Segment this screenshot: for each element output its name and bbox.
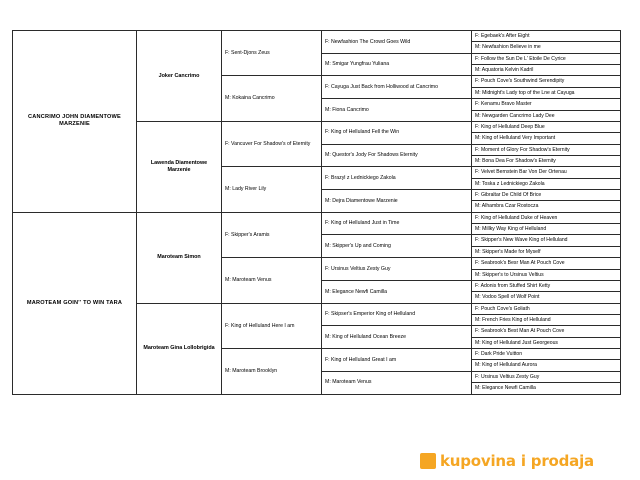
gen2-cell: Maroteam Gina Lollobrigida: [137, 303, 222, 394]
gen5-cell: M: Midnight's Lady top of the Lne at Cayuga: [472, 87, 621, 98]
gen5-cell: F: Ursinus Veltius Zesty Guy: [472, 371, 621, 382]
gen4-cell: M: Questor's Jody For Shadows Eternity: [322, 144, 472, 167]
gen5-cell: M: Skipper's Made for Myself: [472, 246, 621, 257]
gen4-cell: F: King of Helluland Fell the Win: [322, 121, 472, 144]
gen4-cell: F: Skipser's Emperior King of Helluland: [322, 303, 472, 326]
watermark-badge-icon: [420, 453, 436, 469]
pedigree-body: [13, 31, 621, 395]
gen5-cell: M: Newgarden Cancrimo Lady Dee: [472, 110, 621, 121]
gen4-cell: M: King of Helluland Ocean Breeze: [322, 326, 472, 349]
gen4-cell: F: Cayuga Just Back from Holliwood at Cancrimo: [322, 76, 472, 99]
gen2-cell: Maroteam Simon: [137, 212, 222, 303]
gen5-cell: F: Pouch Cove's Goliath: [472, 303, 621, 314]
gen4-cell: M: Dejra Diamentowe Marzenie: [322, 190, 472, 213]
gen5-cell: F: Gibraltar De Child Of Brice: [472, 190, 621, 201]
pedigree-table: [12, 30, 621, 395]
gen3-cell: F: Sent-Djons Zeus: [222, 31, 322, 76]
gen4-cell: F: King of Helluland Great I am: [322, 349, 472, 372]
gen3-cell: M: Kokaina Cancrimo: [222, 76, 322, 121]
gen4-cell: M: Maroteam Venus: [322, 371, 472, 394]
watermark-text: kupovina i prodaja: [440, 452, 594, 470]
gen3-cell: M: Maroteam Venus: [222, 258, 322, 303]
gen5-cell: F: Seabrook's Besr Man At Pouch Cove: [472, 258, 621, 269]
table-row: [13, 212, 621, 223]
gen5-cell: F: King of Helluland Deep Blue: [472, 121, 621, 132]
gen5-cell: F: King of Helluland Duke of Heaven: [472, 212, 621, 223]
gen5-cell: M: Aquatoria Kelvin Kadril: [472, 65, 621, 76]
gen2-cell: Lawenda Diamentowe Marzenie: [137, 121, 222, 212]
gen5-cell: M: French Fries King of Helluland: [472, 314, 621, 325]
gen3-cell: F: Vancuver For Shadow's of Eternity: [222, 121, 322, 166]
gen5-cell: M: Millky Way King of Helluland: [472, 224, 621, 235]
gen1-cell: MAROTEAM GOIN'' TO WIN TARA: [13, 212, 137, 394]
gen5-cell: F: Velvet Bernstein Bar Von Der Ortenau: [472, 167, 621, 178]
gen4-cell: M: Smigar Yungfrau Yuliana: [322, 53, 472, 76]
gen4-cell: F: King of Helluland Just in Time: [322, 212, 472, 235]
gen5-cell: M: Toska z Lednickiego Zakola: [472, 178, 621, 189]
gen3-cell: M: Lady River Lily: [222, 167, 322, 212]
gen3-cell: F: King of Helluland Here I am: [222, 303, 322, 348]
gen5-cell: M: King of Helluland Aurora: [472, 360, 621, 371]
gen5-cell: M: Vodoo Spell of Wolf Point: [472, 292, 621, 303]
gen5-cell: F: Pouch Cove's Southwind Serendipity: [472, 76, 621, 87]
gen5-cell: F: Follow the Sun De L' Etoile De Cyrice: [472, 53, 621, 64]
gen3-cell: M: Maroteam Brooklyn: [222, 349, 322, 394]
gen2-cell: Joker Cancrimo: [137, 31, 222, 122]
gen4-cell: F: Ursinus Veltius Zesty Guy: [322, 258, 472, 281]
gen5-cell: M: King of Helluland Very Important: [472, 133, 621, 144]
gen5-cell: M: Skipper's to Ursinus Veltius: [472, 269, 621, 280]
gen5-cell: M: Newfashion Believe in me: [472, 42, 621, 53]
gen5-cell: M: Elegance Newfi Camilla: [472, 383, 621, 394]
gen4-cell: F: Brazyl z Lednickiego Zakola: [322, 167, 472, 190]
gen5-cell: F: Dark Pride Vuitton: [472, 349, 621, 360]
gen5-cell: F: Moment of Glory For Shadow's Eternity: [472, 144, 621, 155]
gen4-cell: M: Fiona Cancrimo: [322, 99, 472, 122]
gen1-cell: CANCRIMO JOHN DIAMENTOWE MARZENIE: [13, 31, 137, 213]
gen4-cell: M: Elegance Newfi Camilla: [322, 280, 472, 303]
gen4-cell: F: Newfashion The Crowd Goes Wild: [322, 31, 472, 54]
gen5-cell: F: Egebaek's After Eight: [472, 31, 621, 42]
gen5-cell: M: Bona Dea For Shadow's Eternity: [472, 155, 621, 166]
gen5-cell: F: Seabrook's Best Man At Pouch Cove: [472, 326, 621, 337]
gen5-cell: F: Adonis from Stuffed Shirt Ketty: [472, 280, 621, 291]
gen5-cell: M: Alhambra Czar Rostocza: [472, 201, 621, 212]
gen5-cell: M: King of Helluland Just Georgeous: [472, 337, 621, 348]
gen4-cell: M: Skipper's Up and Coming: [322, 235, 472, 258]
gen3-cell: F: Skipper's Aramis: [222, 212, 322, 257]
gen5-cell: F: Kenamu Bravo Master: [472, 99, 621, 110]
table-row: [13, 31, 621, 42]
watermark: [420, 452, 594, 470]
gen5-cell: F: Skipper's New Wave King of Helluland: [472, 235, 621, 246]
